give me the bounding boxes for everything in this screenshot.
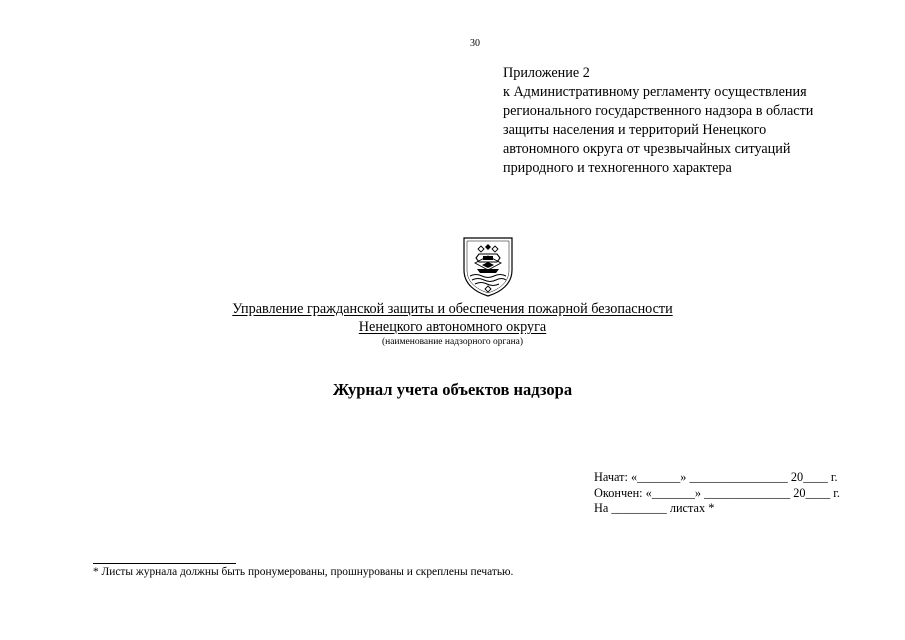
supervisory-authority-block [0, 300, 905, 349]
appendix-line: природного и техногенного характера [503, 160, 732, 176]
appendix-line: Приложение 2 [503, 65, 590, 81]
journal-title: Журнал учета объектов надзора [332, 380, 573, 399]
authority-name-line-1: Управление гражданской защиты и обеспечения пожарной безопасности [232, 301, 673, 317]
appendix-line: регионального государственного надзора в области [503, 103, 814, 119]
started-line: Начат: «_______» ________________ 20____ г. [594, 470, 838, 484]
coat-of-arms-emblem [461, 236, 515, 298]
appendix-reference [503, 64, 813, 178]
finished-line: Окончен: «_______» ______________ 20____ г. [594, 485, 840, 500]
appendix-line: защиты населения и территорий Ненецкого [503, 122, 767, 138]
appendix-line: к Административному регламенту осуществления [503, 84, 807, 100]
journal-dates-block [594, 470, 840, 517]
sheets-line: На _________ листах * [594, 501, 715, 515]
appendix-line: автономного округа от чрезвычайных ситуаций [503, 141, 791, 157]
footnote: * Листы журнала должны быть пронумерованы, прошнурованы и скреплены печатью. [93, 566, 514, 578]
footnote-separator [93, 563, 236, 564]
authority-name-line-2: Ненецкого автономного округа [358, 319, 547, 335]
page-number: 30 [470, 38, 480, 49]
authority-caption: (наименование надзорного органа) [381, 337, 524, 347]
